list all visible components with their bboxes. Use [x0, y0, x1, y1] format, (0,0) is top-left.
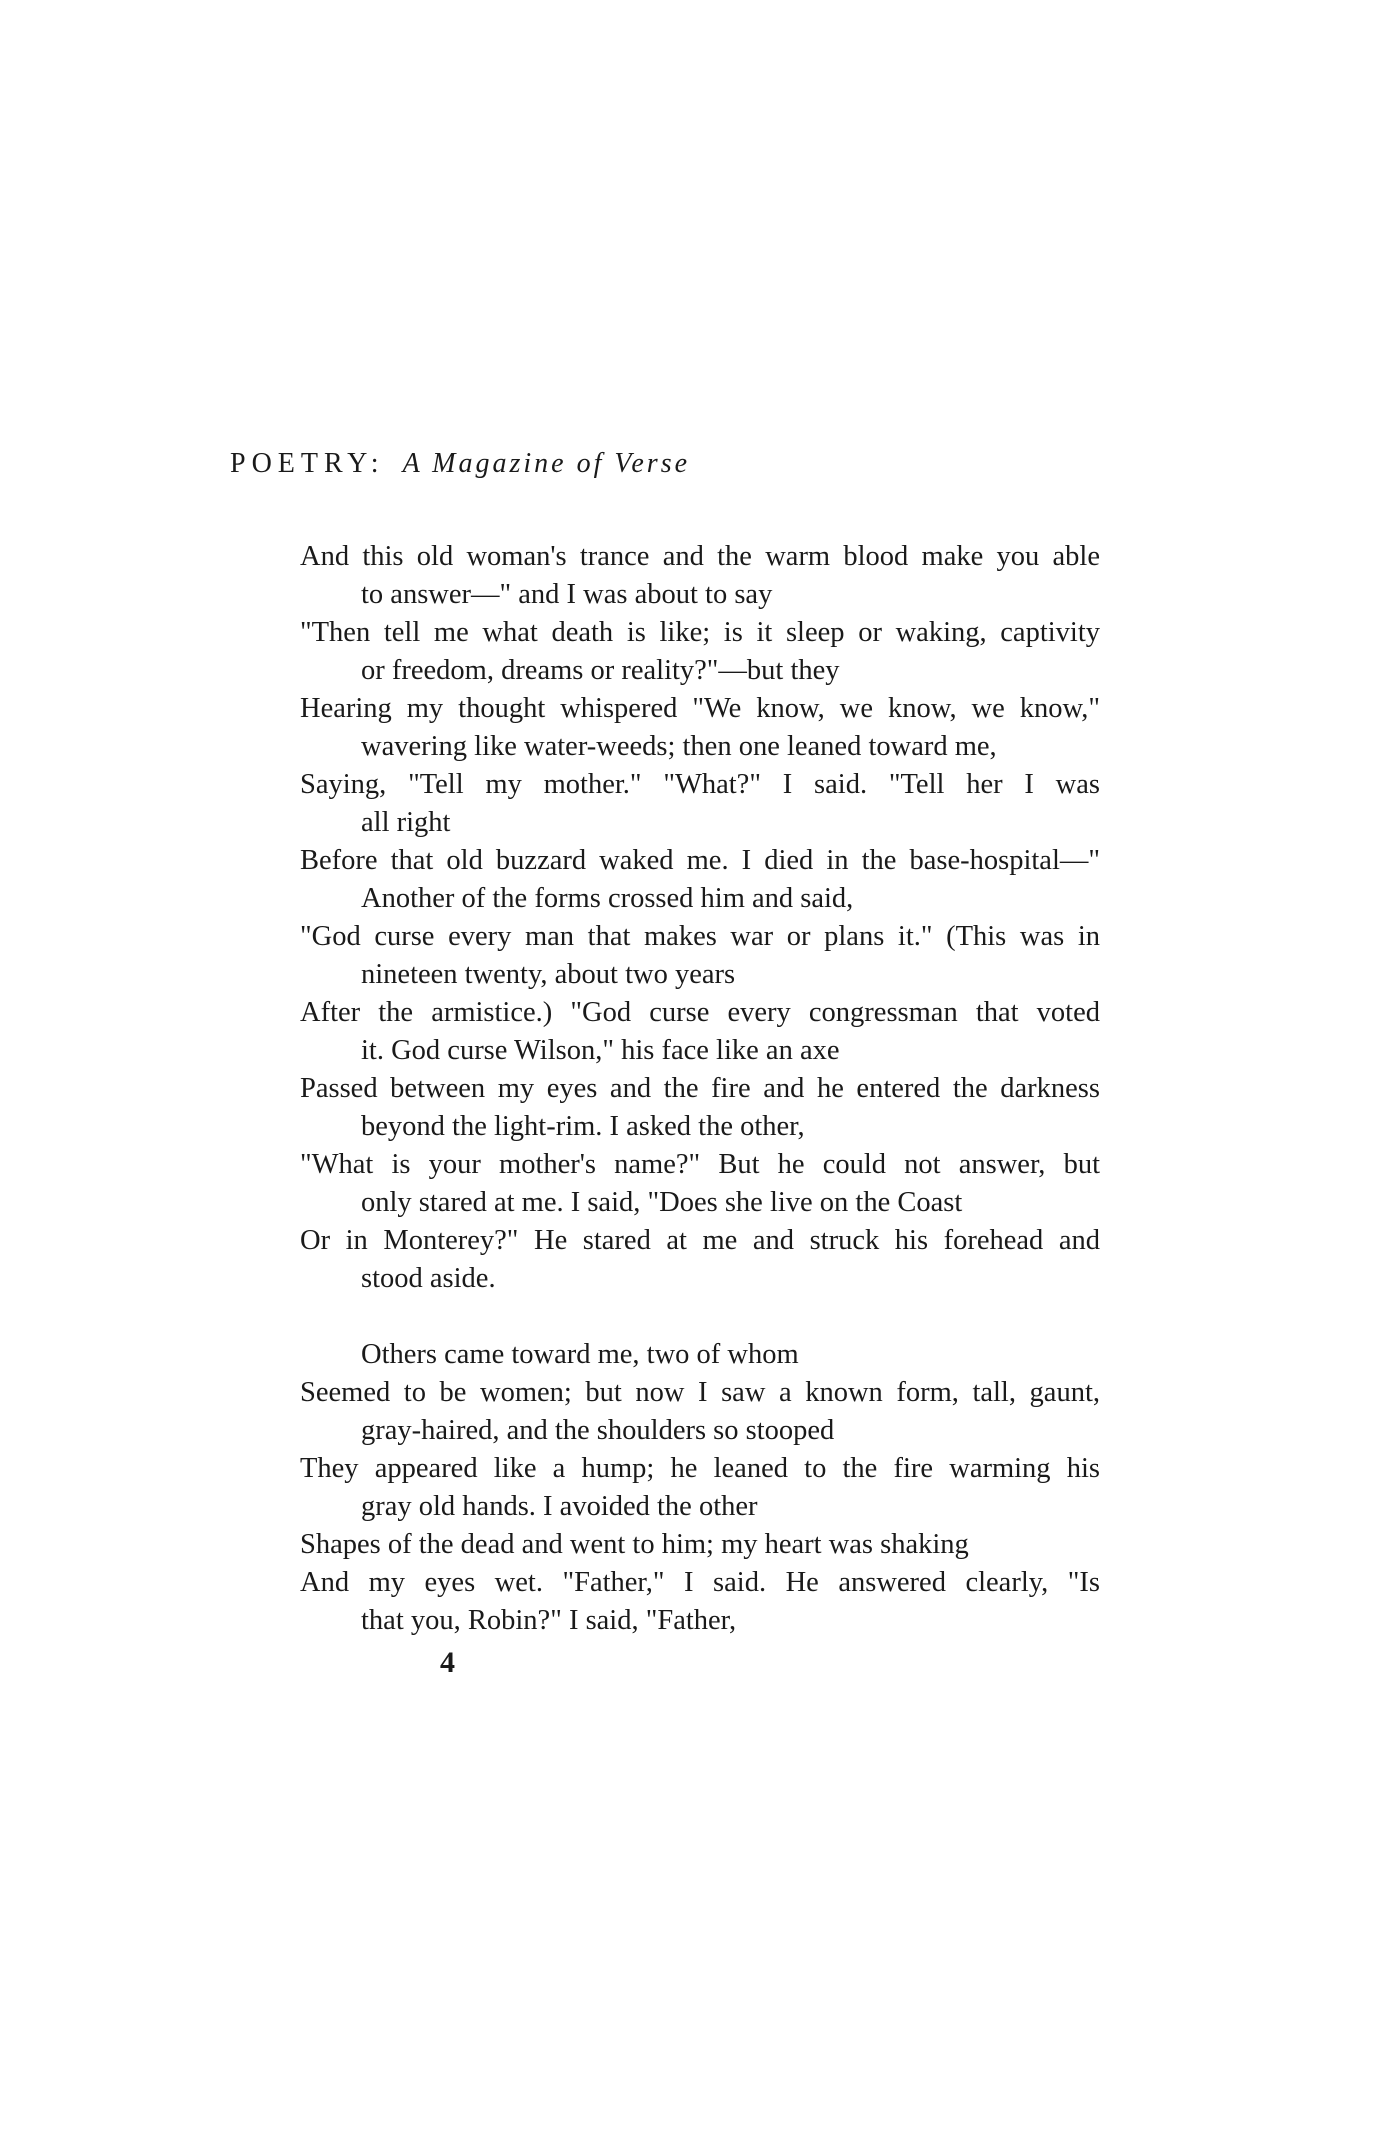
verse-line: Another of the forms crossed him and said,: [361, 883, 854, 914]
verse-line: Before that old buzzard waked me. I died in the base-hospital—": [300, 845, 1100, 876]
verse-line: Saying, "Tell my mother." "What?" I said. "Tell her I was: [300, 769, 1100, 800]
verse-line: that you, Robin?" I said, "Father,: [361, 1605, 737, 1636]
verse-line: stood aside.: [361, 1263, 496, 1294]
magazine-title: POETRY:: [230, 448, 385, 479]
verse-line: wavering like water-weeds; then one leaned toward me,: [361, 731, 997, 762]
verse-line: Or in Monterey?" He stared at me and struck his forehead and: [300, 1225, 1100, 1256]
verse-line: Hearing my thought whispered "We know, we know, we know,": [300, 693, 1100, 724]
verse-line: gray-haired, and the shoulders so stooped: [361, 1415, 835, 1446]
verse-line: Seemed to be women; but now I saw a known form, tall, gaunt,: [300, 1377, 1100, 1408]
running-head: [230, 446, 690, 482]
verse-line: gray old hands. I avoided the other: [361, 1491, 758, 1522]
verse-line: or freedom, dreams or reality?"—but they: [361, 655, 840, 686]
verse-line: And this old woman's trance and the warm blood make you able: [300, 541, 1100, 572]
verse-line: it. God curse Wilson," his face like an axe: [361, 1035, 840, 1066]
verse-line: nineteen twenty, about two years: [361, 959, 736, 990]
verse-line: Others came toward me, two of whom: [361, 1339, 799, 1370]
verse-line: They appeared like a hump; he leaned to the fire warming his: [300, 1453, 1100, 1484]
page-number: 4: [440, 1646, 455, 1679]
verse-line: After the armistice.) "God curse every congressman that voted: [300, 997, 1100, 1028]
verse-line: "Then tell me what death is like; is it sleep or waking, captivity: [300, 617, 1100, 648]
stanza-2: [300, 1336, 1100, 1640]
verse-line: Shapes of the dead and went to him; my heart was shaking: [300, 1529, 969, 1560]
verse-line: Passed between my eyes and the fire and he entered the darkness: [300, 1073, 1100, 1104]
verse-line: "What is your mother's name?" But he could not answer, but: [300, 1149, 1100, 1180]
stanza-1: [300, 538, 1100, 1298]
verse-line: all right: [361, 807, 451, 838]
verse-line: beyond the light-rim. I asked the other,: [361, 1111, 805, 1142]
magazine-subtitle: A Magazine of Verse: [402, 448, 691, 479]
verse-line: to answer—" and I was about to say: [361, 579, 773, 610]
verse-line: only stared at me. I said, "Does she live on the Coast: [361, 1187, 963, 1218]
verse-line: "God curse every man that makes war or plans it." (This was in: [300, 921, 1100, 952]
verse-line: And my eyes wet. "Father," I said. He answered clearly, "Is: [300, 1567, 1100, 1598]
